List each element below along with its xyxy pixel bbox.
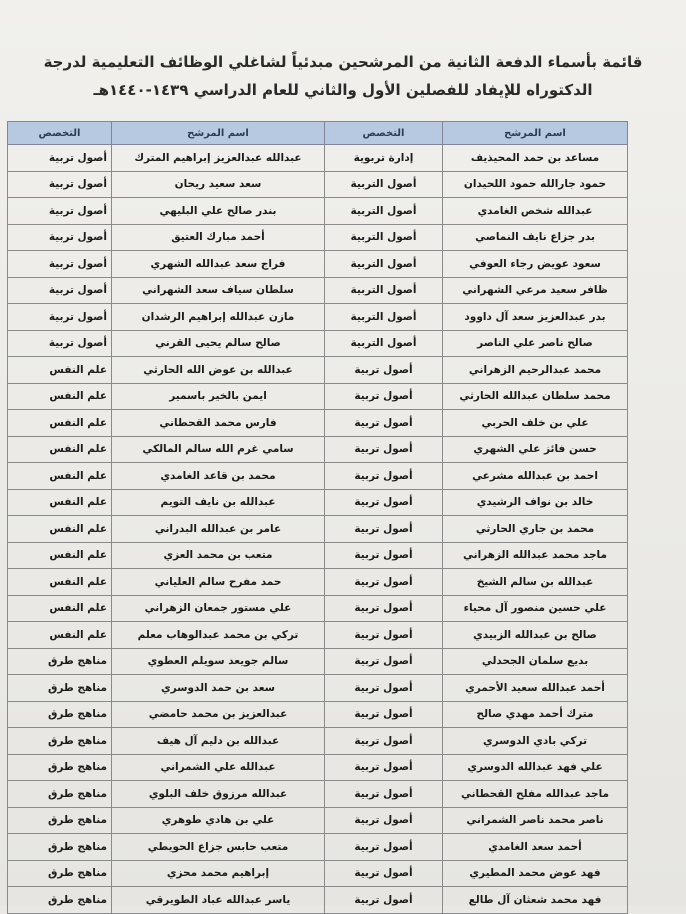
cell-candidate-name-2: ايمن بالخير باسمير: [112, 383, 325, 410]
table-row: [8, 781, 628, 808]
cell-specialization: أصول تربية: [325, 648, 443, 675]
cell-candidate-name-2: سعد بن حمد الدوسري: [112, 675, 325, 702]
cell-specialization: أصول تربية: [325, 728, 443, 755]
header-specialization-2: التخصص: [8, 122, 112, 145]
table-row: [8, 807, 628, 834]
cell-specialization-2: علم النفس: [8, 569, 112, 596]
cell-specialization-2: أصول تربية: [8, 145, 112, 172]
cell-specialization-2: علم النفس: [8, 595, 112, 622]
header-specialization: التخصص: [325, 122, 443, 145]
table-row: [8, 489, 628, 516]
cell-candidate-name-2: سالم جويعد سويلم العطوي: [112, 648, 325, 675]
header-candidate-name-2: اسم المرشح: [112, 122, 325, 145]
table-header-row: [8, 122, 628, 145]
cell-candidate-name: بدر عبدالعزيز سعد آل داوود: [443, 304, 628, 331]
cell-candidate-name: علي بن خلف الحربي: [443, 410, 628, 437]
cell-candidate-name-2: عامر بن عبدالله البدراني: [112, 516, 325, 543]
cell-specialization: أصول تربية: [325, 516, 443, 543]
table-body: [8, 145, 628, 914]
cell-specialization-2: علم النفس: [8, 357, 112, 384]
cell-specialization: أصول التربية: [325, 171, 443, 198]
cell-candidate-name-2: صالح سالم يحيى القرني: [112, 330, 325, 357]
cell-specialization: أصول تربية: [325, 834, 443, 861]
cell-specialization-2: مناهج طرق: [8, 648, 112, 675]
header-candidate-name: اسم المرشح: [443, 122, 628, 145]
cell-candidate-name: عبدالله بن سالم الشيخ: [443, 569, 628, 596]
cell-specialization-2: علم النفس: [8, 622, 112, 649]
cell-specialization: إدارة تربوية: [325, 145, 443, 172]
cell-candidate-name-2: سعد سعيد ريحان: [112, 171, 325, 198]
cell-candidate-name-2: محمد بن قاعد الغامدي: [112, 463, 325, 490]
cell-specialization-2: مناهج طرق: [8, 834, 112, 861]
cell-candidate-name: حسن فائز علي الشهري: [443, 436, 628, 463]
cell-candidate-name-2: عبدالله بن عوض الله الحارثي: [112, 357, 325, 384]
table-row: [8, 357, 628, 384]
cell-specialization-2: أصول تربية: [8, 277, 112, 304]
cell-specialization-2: علم النفس: [8, 463, 112, 490]
cell-candidate-name: بديع سلمان الجحدلي: [443, 648, 628, 675]
cell-candidate-name: مترك أحمد مهدي صالح: [443, 701, 628, 728]
cell-specialization: أصول تربية: [325, 887, 443, 914]
cell-candidate-name-2: إبراهيم محمد محزي: [112, 860, 325, 887]
cell-candidate-name: فهد عوض محمد المطيري: [443, 860, 628, 887]
cell-specialization-2: مناهج طرق: [8, 781, 112, 808]
cell-specialization-2: مناهج طرق: [8, 887, 112, 914]
table-row: [8, 277, 628, 304]
table-row: [8, 251, 628, 278]
cell-candidate-name-2: تركي بن محمد عبدالوهاب معلم: [112, 622, 325, 649]
cell-specialization: أصول تربية: [325, 675, 443, 702]
table-row: [8, 595, 628, 622]
cell-specialization-2: أصول تربية: [8, 171, 112, 198]
cell-specialization: أصول تربية: [325, 622, 443, 649]
cell-specialization: أصول تربية: [325, 436, 443, 463]
cell-candidate-name-2: متعب بن محمد العزي: [112, 542, 325, 569]
cell-candidate-name: فهد محمد شعثان آل طالع: [443, 887, 628, 914]
cell-candidate-name: ماجد محمد عبدالله الزهراني: [443, 542, 628, 569]
cell-candidate-name: ناصر محمد ناصر الشمراني: [443, 807, 628, 834]
cell-specialization-2: أصول تربية: [8, 304, 112, 331]
table-row: [8, 648, 628, 675]
cell-specialization-2: مناهج طرق: [8, 754, 112, 781]
cell-specialization: أصول تربية: [325, 383, 443, 410]
cell-specialization-2: مناهج طرق: [8, 675, 112, 702]
cell-specialization: أصول تربية: [325, 410, 443, 437]
cell-candidate-name: صالح بن عبدالله الزبيدي: [443, 622, 628, 649]
cell-candidate-name: صالح ناصر علي الناصر: [443, 330, 628, 357]
table-row: [8, 860, 628, 887]
table-row: [8, 224, 628, 251]
cell-specialization: أصول تربية: [325, 701, 443, 728]
table-row: [8, 304, 628, 331]
cell-specialization: أصول التربية: [325, 198, 443, 225]
cell-candidate-name: محمد بن جاري الحارثي: [443, 516, 628, 543]
cell-candidate-name-2: بندر صالح علي البليهي: [112, 198, 325, 225]
table-row: [8, 463, 628, 490]
cell-candidate-name: مساعد بن حمد المحيذيف: [443, 145, 628, 172]
table-row: [8, 675, 628, 702]
cell-candidate-name: بدر جزاع نايف النماصي: [443, 224, 628, 251]
cell-specialization-2: علم النفس: [8, 516, 112, 543]
cell-candidate-name: خالد بن نواف الرشيدي: [443, 489, 628, 516]
table-row: [8, 622, 628, 649]
table-row: [8, 436, 628, 463]
candidates-table: [7, 121, 628, 914]
cell-specialization: أصول تربية: [325, 781, 443, 808]
cell-specialization: أصول تربية: [325, 569, 443, 596]
cell-candidate-name-2: عبدالله علي الشمراني: [112, 754, 325, 781]
table-row: [8, 569, 628, 596]
cell-specialization: أصول تربية: [325, 489, 443, 516]
cell-specialization: أصول التربية: [325, 304, 443, 331]
cell-candidate-name-2: فراج سعد عبدالله الشهري: [112, 251, 325, 278]
cell-specialization-2: أصول تربية: [8, 251, 112, 278]
cell-candidate-name: أحمد عبدالله سعيد الأحمري: [443, 675, 628, 702]
cell-candidate-name: محمد عبدالرحيم الزهراني: [443, 357, 628, 384]
cell-specialization: أصول تربية: [325, 595, 443, 622]
cell-candidate-name-2: علي بن هادي طوهري: [112, 807, 325, 834]
cell-candidate-name-2: سامي غرم الله سالم المالكي: [112, 436, 325, 463]
table-row: [8, 383, 628, 410]
cell-specialization-2: علم النفس: [8, 489, 112, 516]
table-row: [8, 887, 628, 914]
cell-candidate-name-2: ياسر عبدالله عباد الطويرقي: [112, 887, 325, 914]
cell-candidate-name: تركي بادي الدوسري: [443, 728, 628, 755]
cell-specialization: أصول التربية: [325, 330, 443, 357]
table-row: [8, 516, 628, 543]
cell-specialization-2: مناهج طرق: [8, 860, 112, 887]
cell-candidate-name-2: علي مستور جمعان الزهراني: [112, 595, 325, 622]
cell-specialization: أصول تربية: [325, 807, 443, 834]
cell-specialization: أصول التربية: [325, 224, 443, 251]
table-row: [8, 330, 628, 357]
cell-candidate-name: أحمد سعد الغامدي: [443, 834, 628, 861]
cell-specialization-2: علم النفس: [8, 542, 112, 569]
cell-specialization-2: مناهج طرق: [8, 728, 112, 755]
cell-candidate-name-2: عبدالله بن نايف التويم: [112, 489, 325, 516]
cell-candidate-name-2: عبدالعزيز بن محمد حامضي: [112, 701, 325, 728]
table-row: [8, 754, 628, 781]
cell-specialization: أصول تربية: [325, 860, 443, 887]
cell-specialization: أصول تربية: [325, 463, 443, 490]
cell-specialization-2: علم النفس: [8, 436, 112, 463]
cell-candidate-name: ماجد عبدالله مفلح القحطاني: [443, 781, 628, 808]
cell-candidate-name-2: مازن عبدالله إبراهيم الرشدان: [112, 304, 325, 331]
cell-candidate-name-2: متعب حابس جزاع الحويطي: [112, 834, 325, 861]
table-row: [8, 198, 628, 225]
table-row: [8, 834, 628, 861]
table-row: [8, 145, 628, 172]
cell-candidate-name-2: حمد مفرح سالم العلياني: [112, 569, 325, 596]
cell-candidate-name: سعود عويض رجاء العوفي: [443, 251, 628, 278]
cell-specialization-2: مناهج طرق: [8, 701, 112, 728]
cell-candidate-name-2: عبدالله مرزوق خلف البلوي: [112, 781, 325, 808]
cell-candidate-name: محمد سلطان عبدالله الحارثي: [443, 383, 628, 410]
heading-line-2: الدكتوراه للإيفاد للفصلين الأول والثاني للعام الدراسي ١٤٣٩-١٤٤٠هـ: [93, 81, 593, 99]
cell-candidate-name-2: أحمد مبارك العتيق: [112, 224, 325, 251]
cell-candidate-name: عبدالله شخص الغامدي: [443, 198, 628, 225]
cell-specialization-2: أصول تربية: [8, 224, 112, 251]
cell-specialization-2: أصول تربية: [8, 198, 112, 225]
cell-candidate-name: حمود جارالله حمود اللحيدان: [443, 171, 628, 198]
cell-candidate-name: احمد بن عبدالله مشرعي: [443, 463, 628, 490]
table-row: [8, 410, 628, 437]
cell-specialization-2: أصول تربية: [8, 330, 112, 357]
cell-specialization: أصول تربية: [325, 357, 443, 384]
cell-specialization: أصول التربية: [325, 251, 443, 278]
cell-specialization: أصول التربية: [325, 277, 443, 304]
table-row: [8, 171, 628, 198]
table-row: [8, 701, 628, 728]
cell-candidate-name: ظافر سعيد مرعي الشهراني: [443, 277, 628, 304]
cell-specialization-2: مناهج طرق: [8, 807, 112, 834]
cell-specialization-2: علم النفس: [8, 383, 112, 410]
cell-specialization-2: علم النفس: [8, 410, 112, 437]
cell-candidate-name-2: عبدالله بن دليم آل هيف: [112, 728, 325, 755]
cell-candidate-name-2: عبدالله عبدالعزيز إبراهيم المترك: [112, 145, 325, 172]
heading-line-1: قائمة بأسماء الدفعة الثانية من المرشحين مبدئياً لشاغلي الوظائف التعليمية لدرجة: [43, 53, 643, 71]
cell-candidate-name: علي فهد عبدالله الدوسري: [443, 754, 628, 781]
table-row: [8, 728, 628, 755]
cell-candidate-name-2: سلطان سياف سعد الشهراني: [112, 277, 325, 304]
table-row: [8, 542, 628, 569]
cell-candidate-name: علي حسين منصور آل محياء: [443, 595, 628, 622]
document-heading: [20, 48, 666, 104]
cell-specialization: أصول تربية: [325, 754, 443, 781]
cell-candidate-name-2: فارس محمد القحطاني: [112, 410, 325, 437]
cell-specialization: أصول تربية: [325, 542, 443, 569]
